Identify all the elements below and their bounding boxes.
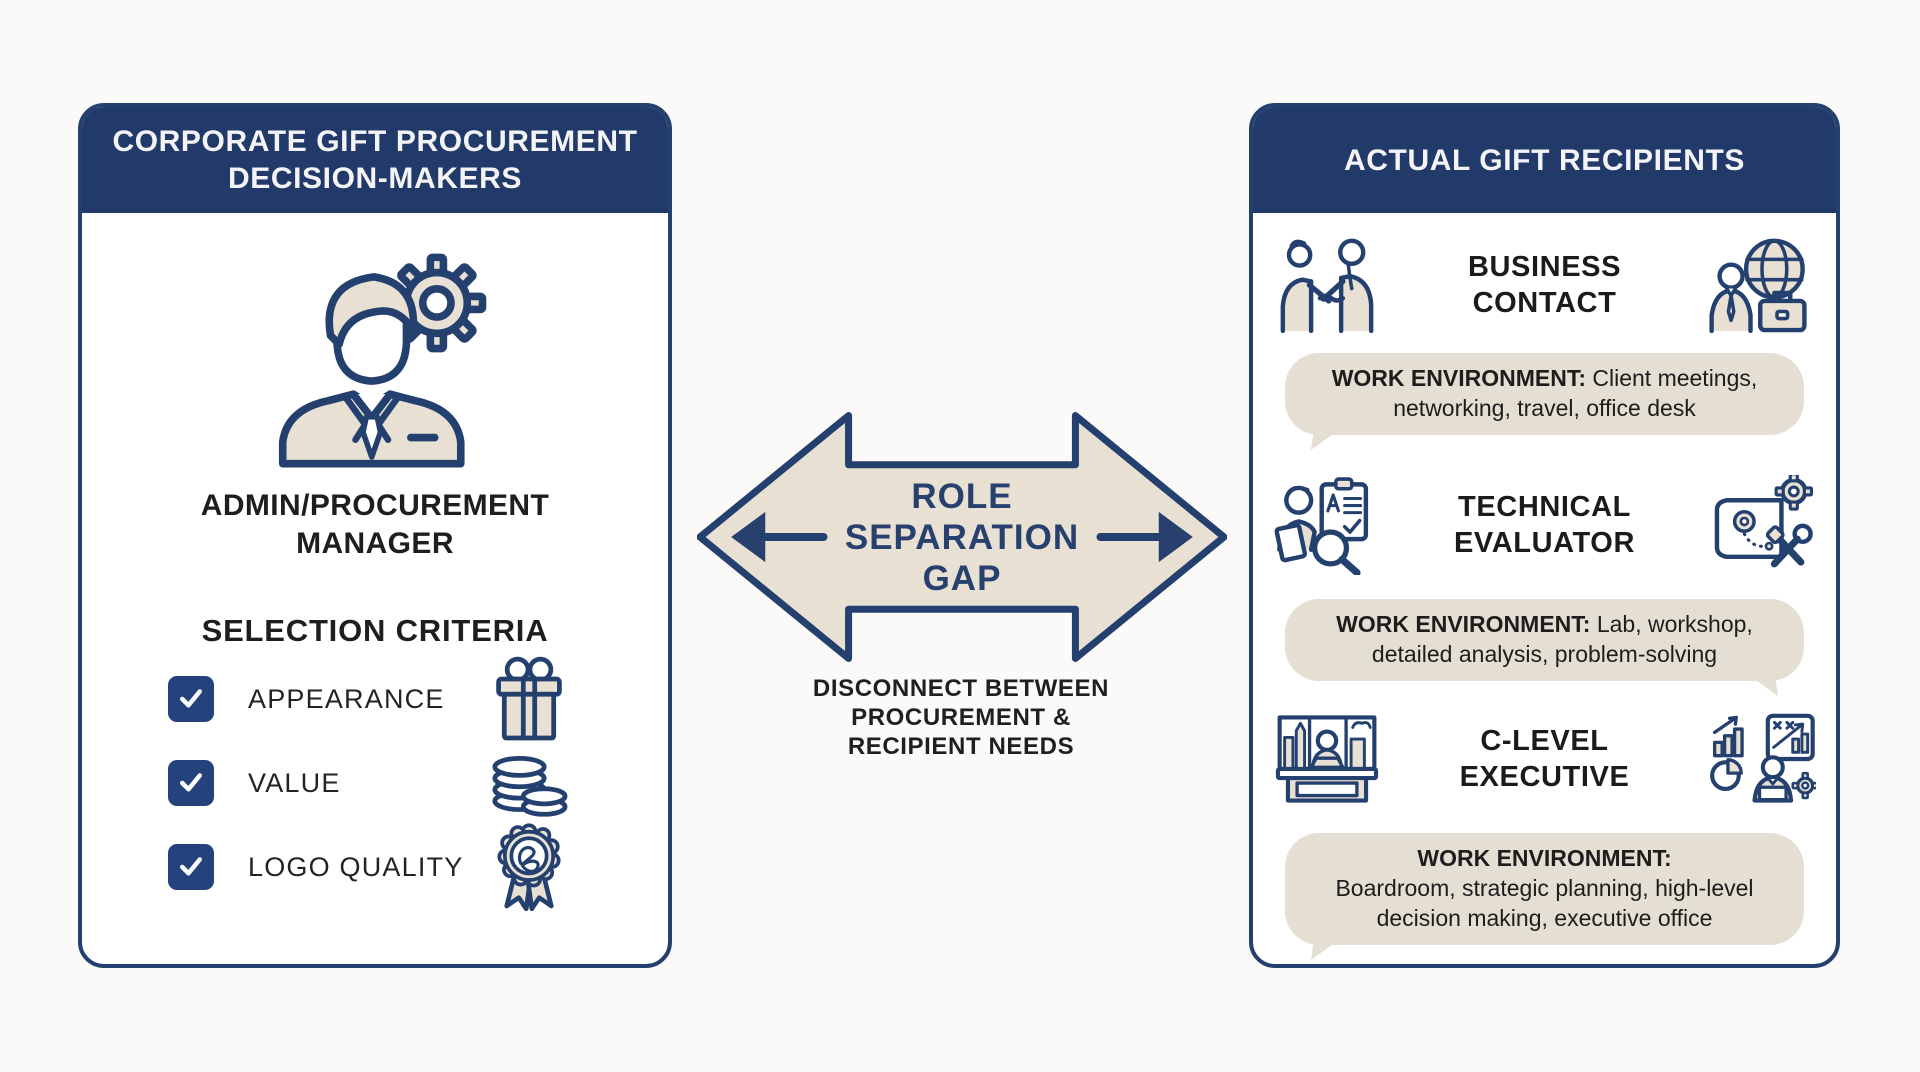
manager-gear-icon (245, 235, 505, 473)
work-environment-text: Boardroom, strategic planning, high-level decision making, executive office (1335, 875, 1754, 931)
recipient-title (1381, 489, 1708, 561)
recipient-title-line1: TECHNICAL (1458, 491, 1631, 523)
criteria-row-logo-quality (82, 843, 668, 891)
recipients-header-text: ACTUAL GIFT RECIPIENTS (1344, 143, 1745, 177)
recipient-row-c-level-executive (1273, 697, 1816, 821)
logo-quality-checkbox (168, 844, 214, 890)
procurement-header-line1: CORPORATE GIFT PROCUREMENT (112, 125, 638, 158)
criteria-label: APPEARANCE (248, 683, 445, 714)
work-environment-label: WORK ENVIRONMENT: (1331, 365, 1586, 391)
work-environment-label: WORK ENVIRONMENT: (1417, 845, 1672, 871)
procurement-panel-body (82, 213, 668, 891)
work-environment-bubble-executive (1285, 833, 1804, 945)
recipient-title (1381, 249, 1708, 321)
gap-caption-line2: PROCUREMENT & (851, 704, 1071, 731)
value-checkbox (168, 760, 214, 806)
work-environment-text: Client meetings, networking, travel, office desk (1393, 365, 1758, 421)
criteria-label: VALUE (248, 767, 341, 798)
role-title-line2: MANAGER (296, 527, 454, 560)
executive-analytics-icon (1708, 704, 1816, 814)
gap-caption-line1: DISCONNECT BETWEEN (812, 675, 1110, 702)
role-separation-gap-arrow (697, 412, 1227, 662)
gift-icon (486, 653, 572, 745)
recipient-title-line1: BUSINESS (1467, 251, 1622, 283)
recipients-panel-body (1253, 213, 1836, 945)
recipients-panel-header (1253, 107, 1836, 213)
criteria-list (82, 675, 668, 891)
global-businessman-icon (1708, 230, 1816, 340)
recipient-row-technical-evaluator (1273, 463, 1816, 587)
recipient-row-business-contact (1273, 229, 1816, 341)
appearance-checkbox (168, 676, 214, 722)
criteria-row-value (82, 759, 668, 807)
gap-arrow-line1: ROLE (911, 476, 1013, 516)
procurement-panel-header (82, 107, 668, 213)
coins-icon (486, 737, 572, 829)
award-badge-icon (486, 821, 572, 913)
recipient-title-line2: EXECUTIVE (1459, 761, 1630, 793)
blueprint-tools-icon (1708, 470, 1816, 580)
recipient-title (1381, 723, 1708, 795)
gap-caption (741, 674, 1181, 761)
gap-arrow-line2: SEPARATION (844, 517, 1080, 557)
recipient-title-line2: EVALUATOR (1453, 527, 1635, 559)
role-title (201, 487, 549, 563)
selection-criteria-title: SELECTION CRITERIA (201, 613, 549, 648)
inspector-magnifier-icon (1273, 470, 1381, 580)
work-environment-bubble-business (1285, 353, 1804, 435)
gap-caption-line3: RECIPIENT NEEDS (847, 733, 1075, 760)
work-environment-text: Lab, workshop, detailed analysis, problem-solving (1371, 611, 1753, 667)
recipient-title-line1: C-LEVEL (1480, 725, 1609, 757)
criteria-label: LOGO QUALITY (248, 851, 464, 882)
recipient-title-line2: CONTACT (1472, 287, 1617, 319)
procurement-header-line2: DECISION-MAKERS (227, 162, 522, 195)
recipients-panel (1249, 103, 1840, 968)
role-title-line1: ADMIN/PROCUREMENT (200, 489, 550, 522)
gap-arrow-label (697, 412, 1227, 662)
gap-arrow-line3: GAP (922, 558, 1002, 598)
criteria-row-appearance (82, 675, 668, 723)
work-environment-bubble-technical (1285, 599, 1804, 681)
executive-desk-icon (1273, 704, 1381, 814)
handshake-icon (1273, 230, 1381, 340)
procurement-panel (78, 103, 672, 968)
work-environment-label: WORK ENVIRONMENT: (1336, 611, 1591, 637)
